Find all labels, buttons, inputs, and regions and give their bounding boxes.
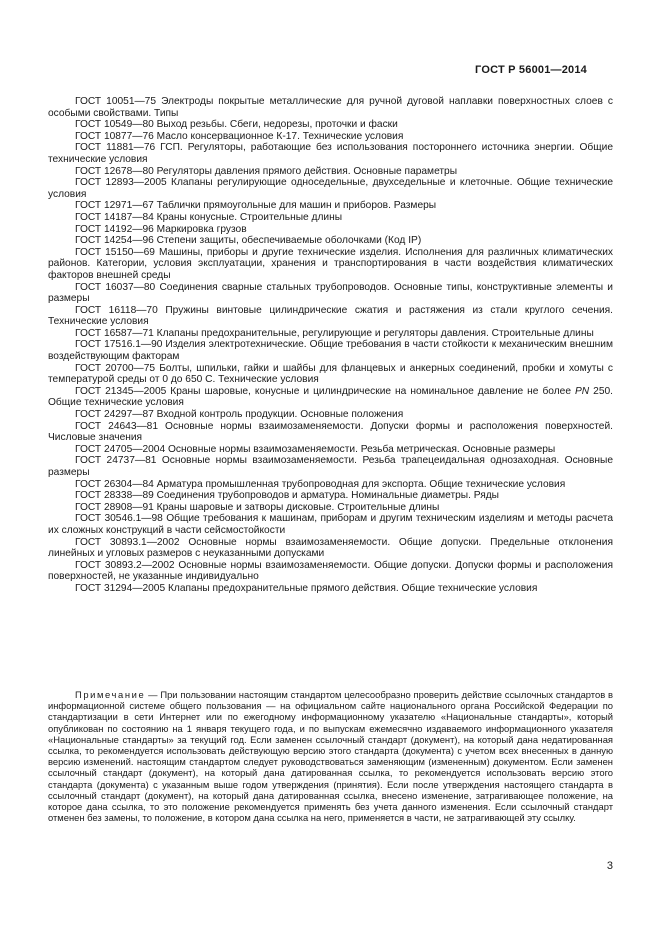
reference-code: ГОСТ 28908—91 <box>75 501 154 513</box>
reference-title: Соединения сварные стальных трубопроводов. Основные типы, конструктивные элементы и размеры <box>48 281 613 305</box>
reference-code: ГОСТ 16037—80 <box>75 281 156 293</box>
reference-item <box>48 119 613 131</box>
reference-title: Регуляторы давления прямого действия. Основные параметры <box>156 165 458 177</box>
reference-title: Входной контроль продукции. Основные положения <box>156 409 404 421</box>
reference-item <box>48 212 613 224</box>
reference-code: ГОСТ 17516.1—90 <box>75 339 163 351</box>
reference-title: Краны конусные. Строительные длины <box>156 211 343 223</box>
reference-item <box>48 583 613 595</box>
reference-title: Машины, приборы и другие технические изделия. Исполнения для различных климатических районов. Категории, условия эксплуатации, хранения и транспортирования в части воздействия климатических факторов внешней среды <box>48 246 613 281</box>
reference-title: Степени защиты, обеспечиваемые оболочками (Код IP) <box>156 235 422 247</box>
normative-references-list <box>48 96 613 595</box>
reference-code: ГОСТ 14192—96 <box>75 223 154 235</box>
reference-item <box>48 490 613 502</box>
reference-code: ГОСТ 31294—2005 <box>75 582 166 594</box>
reference-item <box>48 177 613 200</box>
reference-title: Основные нормы взаимозаменяемости. Допуски формы и расположения поверхностей. Числовые значения <box>48 420 613 444</box>
reference-title: Электроды покрытые металлические для ручной дуговой наплавки поверхностных слоев с особыми свойствами. Типы <box>48 96 613 119</box>
reference-item <box>48 444 613 456</box>
reference-title: Арматура промышленная трубопроводная для экспорта. Общие технические условия <box>156 478 566 490</box>
reference-code: ГОСТ 12971—67 <box>75 200 154 212</box>
reference-item <box>48 455 613 478</box>
reference-item <box>48 166 613 178</box>
reference-title: Основные нормы взаимозаменяемости. Резьба метрическая. Основные размеры <box>167 443 556 455</box>
reference-title-tail: 250. Общие технические условия <box>48 385 613 409</box>
reference-item <box>48 537 613 560</box>
reference-code: ГОСТ 16118—70 <box>75 304 158 316</box>
reference-code: ГОСТ 10549—80 <box>75 119 154 131</box>
reference-code: ГОСТ 24297—87 <box>75 409 154 421</box>
reference-code: ГОСТ 20700—75 <box>75 362 156 374</box>
reference-code: ГОСТ 12893—2005 <box>75 177 167 189</box>
reference-item <box>48 363 613 386</box>
reference-title: Изделия электротехнические. Общие требования в части стойкости к механическим внешним воздействующим факторам <box>48 339 613 363</box>
reference-item <box>48 502 613 514</box>
note-text: — При пользовании настоящим стандартом целесообразно проверить действие ссылочных стандартов в информационной системе общего пользования — на официальном сайте национального органа Российской Федерации по стандартизации в сети Интернет или по ежегодному информационному указателю «Национальные стандарты», который опубликован по состоянию на 1 января текущего года, и по выпускам ежемесячно издаваемого информационного указателя «Национальные стандарты» за текущий год. Если заменен ссылочный стандарт (документ), на который дана недатированная ссылка, то рекомендуется использовать действующую версию этого стандарта (документа) с учетом всех внесенных в данную версию изменений. настоящим стандартом следует руководствоваться заменяющим (измененным) документом. Если заменен ссылочный стандарт (документ), на который дана датированная ссылка, то рекомендуется использовать версию этого стандарта (документа) с указанным выше годом утверждения (принятия). Если после утверждения настоящего стандарта в ссылочный стандарт (документ), на который дана датированная ссылка, внесено изменение, затрагивающее положение, на которое дана ссылка, то это положение рекомендуется применять без учета данного изменения. Если ссылочный стандарт отменен без замены, то положение, в котором дана ссылка на него, применяется в части, не затрагивающей эту ссылку. <box>48 689 613 824</box>
reference-code: ГОСТ 26304—84 <box>75 478 154 490</box>
reference-title: Маркировка грузов <box>156 223 247 235</box>
reference-item <box>48 247 613 282</box>
reference-item <box>48 386 613 409</box>
reference-title: Основные нормы взаимозаменяемости. Общие допуски. Предельные отклонения линейных и угловых размеров с неуказанными допусками <box>48 536 613 560</box>
reference-title: Пружины винтовые цилиндрические сжатия и растяжения из стали круглого сечения. Технические условия <box>48 304 613 328</box>
reference-title: ГСП. Регуляторы, работающие без использования постороннего источника энергии. Общие технические условия <box>48 142 613 165</box>
reference-title: Клапаны регулирующие односедельные, двухседельные и клеточные. Общие технические условия <box>48 177 613 200</box>
reference-title: Болты, шпильки, гайки и шайбы для фланцевых и анкерных соединений, пробки и хомуты с температурой среды от 0 до 650 С. Технические условия <box>48 362 613 386</box>
document-code-header: ГОСТ Р 56001—2014 <box>475 64 587 76</box>
reference-item <box>48 479 613 491</box>
reference-code: ГОСТ 30893.2—2002 <box>75 559 175 571</box>
reference-title: Основные нормы взаимозаменяемости. Общие допуски. Допуски формы и расположения поверхностей, не указанные индивидуально <box>48 559 613 583</box>
reference-code: ГОСТ 10051—75 <box>75 96 157 107</box>
reference-item <box>48 282 613 305</box>
reference-item <box>48 513 613 536</box>
reference-item <box>48 200 613 212</box>
reference-item <box>48 409 613 421</box>
reference-title: Клапаны предохранительные прямого действия. Общие технические условия <box>167 582 538 594</box>
reference-code: ГОСТ 30546.1—98 <box>75 513 163 525</box>
note-label: Примечание <box>75 689 146 700</box>
reference-title: Общие требования к машинам, приборам и другим техническим изделиям и методы расчета их сложных конструкций в части сейсмостойкости <box>48 513 613 536</box>
reference-title: Клапаны предохранительные, регулирующие и регуляторы давления. Строительные длины <box>156 327 594 339</box>
reference-item <box>48 339 613 362</box>
reference-code: ГОСТ 15150—69 <box>75 246 155 258</box>
reference-code: ГОСТ 24737—81 <box>75 455 157 467</box>
reference-title: Краны шаровые, конусные и цилиндрические на номинальное давление не более <box>170 385 572 397</box>
reference-item <box>48 235 613 247</box>
page-number: 3 <box>606 860 613 872</box>
reference-item <box>48 305 613 328</box>
reference-item <box>48 421 613 444</box>
reference-title: Масло консервационное К-17. Технические условия <box>156 130 404 142</box>
reference-item <box>48 142 613 165</box>
reference-code: ГОСТ 14254—96 <box>75 235 154 247</box>
reference-title: Таблички прямоугольные для машин и приборов. Размеры <box>156 200 437 212</box>
reference-code: ГОСТ 12678—80 <box>75 165 154 177</box>
reference-item <box>48 328 613 340</box>
reference-item <box>48 224 613 236</box>
reference-code: ГОСТ 30893.1—2002 <box>75 536 180 548</box>
reference-title: Основные нормы взаимозаменяемости. Резьба трапецеидальная однозаходная. Основные размеры <box>48 455 613 478</box>
reference-code: ГОСТ 11881—76 <box>75 142 156 154</box>
reference-code: ГОСТ 16587—71 <box>75 327 154 339</box>
reference-title: Выход резьбы. Сбеги, недорезы, проточки и фаски <box>156 119 398 131</box>
reference-item <box>48 96 613 119</box>
reference-code: ГОСТ 28338—89 <box>75 490 154 502</box>
reference-code: ГОСТ 14187—84 <box>75 211 154 223</box>
reference-item <box>48 560 613 583</box>
reference-title: Краны шаровые и затворы дисковые. Строительные длины <box>156 501 440 513</box>
reference-title: Соединения трубопроводов и арматура. Номинальные диаметры. Ряды <box>156 490 500 502</box>
reference-pressure-symbol: PN <box>575 385 590 397</box>
reference-code: ГОСТ 10877—76 <box>75 130 154 142</box>
reference-item <box>48 131 613 143</box>
reference-code: ГОСТ 24705—2004 <box>75 443 166 455</box>
references-note <box>48 689 613 823</box>
reference-code: ГОСТ 21345—2005 <box>75 385 167 397</box>
reference-code: ГОСТ 24643—81 <box>75 420 158 432</box>
